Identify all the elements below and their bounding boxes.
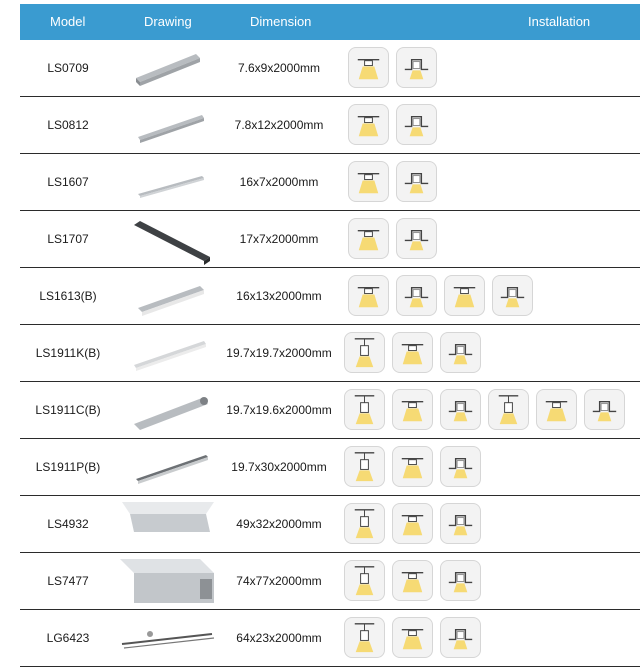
suspended-light-icon <box>344 503 385 544</box>
recessed-light-icon-svg <box>441 618 480 657</box>
profile-drawing-svg <box>114 496 216 552</box>
recessed-light-icon <box>440 332 481 373</box>
installation-cell <box>344 553 640 609</box>
profile-drawing <box>114 553 216 609</box>
profile-drawing <box>114 325 216 381</box>
table-header <box>20 4 640 40</box>
table-row <box>20 496 640 553</box>
model-cell: LG6423 <box>46 631 90 645</box>
profile-drawing-svg <box>114 610 216 666</box>
installation-cell <box>344 154 640 210</box>
recessed-light-icon-svg <box>585 390 624 429</box>
model-cell: LS1911K(B) <box>35 346 101 360</box>
table-row <box>20 439 640 496</box>
installation-cell <box>344 211 640 267</box>
suspended-light-icon <box>344 446 385 487</box>
surface-light-icon-svg <box>393 504 432 543</box>
surface-light-icon <box>348 218 389 259</box>
surface-light-icon-svg <box>393 390 432 429</box>
profile-drawing-svg <box>114 154 216 210</box>
suspended-light-icon <box>344 617 385 658</box>
suspended-light-icon <box>344 560 385 601</box>
surface-light-icon <box>392 617 433 658</box>
header-model: Model <box>50 14 86 29</box>
installation-cell <box>344 610 640 666</box>
recessed-light-icon <box>396 218 437 259</box>
suspended-light-icon <box>488 389 529 430</box>
dimension-cell: 19.7x30x2000mm <box>231 460 327 474</box>
profile-drawing <box>114 382 216 438</box>
surface-light-icon-svg <box>349 48 388 87</box>
recessed-light-icon-svg <box>397 162 436 201</box>
surface-light-icon-svg <box>393 333 432 372</box>
recessed-light-icon-svg <box>397 276 436 315</box>
suspended-light-icon-svg <box>345 447 384 486</box>
recessed-light-icon <box>396 275 437 316</box>
profile-drawing-svg <box>114 40 216 96</box>
header-dimension: Dimension <box>250 14 312 29</box>
installation-cell <box>344 496 640 552</box>
table-row <box>20 325 640 382</box>
suspended-light-icon-svg <box>345 390 384 429</box>
model-cell: LS7477 <box>47 574 89 588</box>
surface-light-icon <box>444 275 485 316</box>
profile-drawing-svg <box>114 97 216 153</box>
recessed-light-icon <box>396 104 437 145</box>
recessed-light-icon-svg <box>397 219 436 258</box>
surface-light-icon-svg <box>349 162 388 201</box>
recessed-light-icon-svg <box>493 276 532 315</box>
model-cell: LS0812 <box>47 118 89 132</box>
surface-light-icon <box>348 104 389 145</box>
surface-light-icon <box>348 161 389 202</box>
surface-light-icon-svg <box>349 276 388 315</box>
table-row <box>20 154 640 211</box>
recessed-light-icon <box>440 389 481 430</box>
suspended-light-icon-svg <box>345 561 384 600</box>
model-cell: LS1911P(B) <box>35 460 101 474</box>
dimension-cell: 16x13x2000mm <box>236 289 322 303</box>
model-cell: LS4932 <box>47 517 89 531</box>
recessed-light-icon-svg <box>441 447 480 486</box>
model-cell: LS1607 <box>47 175 89 189</box>
product-table <box>20 4 640 667</box>
profile-drawing-svg <box>114 211 216 267</box>
recessed-light-icon <box>440 503 481 544</box>
dimension-cell: 7.8x12x2000mm <box>234 118 324 132</box>
profile-drawing-svg <box>114 325 216 381</box>
recessed-light-icon <box>584 389 625 430</box>
surface-light-icon-svg <box>393 561 432 600</box>
table-row <box>20 553 640 610</box>
suspended-light-icon <box>344 389 385 430</box>
table-row <box>20 40 640 97</box>
table-row <box>20 211 640 268</box>
profile-drawing <box>114 610 216 666</box>
surface-light-icon <box>348 275 389 316</box>
dimension-cell: 49x32x2000mm <box>236 517 322 531</box>
table-row <box>20 97 640 154</box>
profile-drawing <box>114 496 216 552</box>
surface-light-icon <box>348 47 389 88</box>
profile-drawing-svg <box>114 439 216 495</box>
profile-drawing-svg <box>114 268 216 324</box>
recessed-light-icon <box>440 560 481 601</box>
installation-cell <box>344 268 640 324</box>
suspended-light-icon <box>344 332 385 373</box>
recessed-light-icon <box>396 47 437 88</box>
profile-drawing <box>114 211 216 267</box>
installation-cell <box>344 97 640 153</box>
surface-light-icon-svg <box>393 447 432 486</box>
recessed-light-icon <box>396 161 437 202</box>
surface-light-icon <box>392 446 433 487</box>
surface-light-icon-svg <box>445 276 484 315</box>
dimension-cell: 64x23x2000mm <box>236 631 322 645</box>
profile-drawing-svg <box>114 553 216 609</box>
profile-drawing <box>114 40 216 96</box>
recessed-light-icon-svg <box>397 48 436 87</box>
recessed-light-icon-svg <box>441 390 480 429</box>
dimension-cell: 19.7x19.7x2000mm <box>226 346 332 360</box>
installation-cell <box>344 325 640 381</box>
surface-light-icon-svg <box>393 618 432 657</box>
recessed-light-icon-svg <box>441 504 480 543</box>
table-row <box>20 382 640 439</box>
suspended-light-icon-svg <box>489 390 528 429</box>
installation-cell <box>344 439 640 495</box>
dimension-cell: 74x77x2000mm <box>236 574 322 588</box>
dimension-cell: 19.7x19.6x2000mm <box>226 403 332 417</box>
table-body <box>20 40 640 667</box>
surface-light-icon <box>392 560 433 601</box>
surface-light-icon <box>392 503 433 544</box>
recessed-light-icon-svg <box>441 333 480 372</box>
profile-drawing <box>114 154 216 210</box>
header-installation: Installation <box>528 14 591 29</box>
model-cell: LS1707 <box>47 232 89 246</box>
model-cell: LS1911C(B) <box>35 403 101 417</box>
suspended-light-icon-svg <box>345 504 384 543</box>
profile-drawing <box>114 268 216 324</box>
recessed-light-icon <box>440 446 481 487</box>
profile-drawing <box>114 97 216 153</box>
suspended-light-icon-svg <box>345 618 384 657</box>
installation-cell <box>344 382 640 438</box>
recessed-light-icon-svg <box>397 105 436 144</box>
recessed-light-icon <box>440 617 481 658</box>
surface-light-icon <box>392 332 433 373</box>
surface-light-icon <box>536 389 577 430</box>
surface-light-icon-svg <box>349 219 388 258</box>
surface-light-icon-svg <box>537 390 576 429</box>
dimension-cell: 17x7x2000mm <box>239 232 319 246</box>
suspended-light-icon-svg <box>345 333 384 372</box>
dimension-cell: 16x7x2000mm <box>239 175 319 189</box>
profile-drawing <box>114 439 216 495</box>
table-row <box>20 268 640 325</box>
installation-cell <box>344 40 640 96</box>
surface-light-icon <box>392 389 433 430</box>
profile-drawing-svg <box>114 382 216 438</box>
dimension-cell: 7.6x9x2000mm <box>237 61 321 75</box>
surface-light-icon-svg <box>349 105 388 144</box>
model-cell: LS1613(B) <box>39 289 97 303</box>
header-drawing: Drawing <box>144 14 192 29</box>
table-row <box>20 610 640 667</box>
recessed-light-icon <box>492 275 533 316</box>
model-cell: LS0709 <box>47 61 89 75</box>
recessed-light-icon-svg <box>441 561 480 600</box>
